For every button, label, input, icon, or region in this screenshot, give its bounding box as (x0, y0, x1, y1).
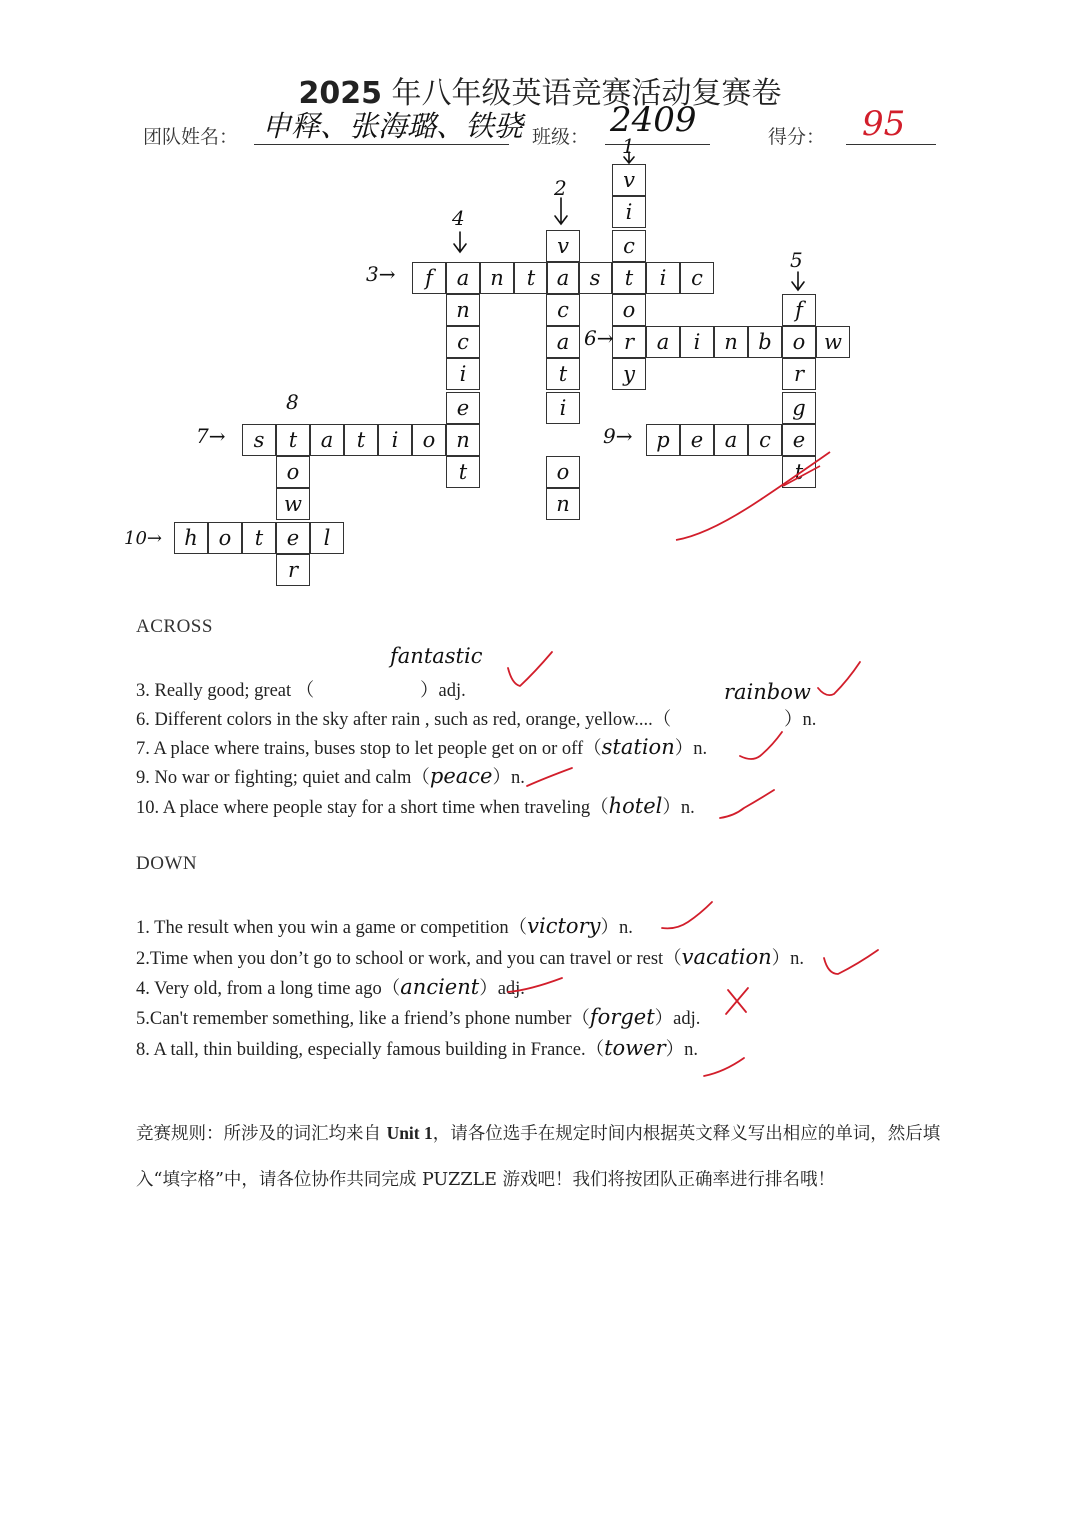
crossword-cell: r (612, 326, 646, 358)
cross-5-icon (726, 988, 748, 1014)
down-clue-8: 8. A tall, thin building, especially famous building in France.（tower）n. (136, 1036, 699, 1060)
across-suffix-6: ）n. (784, 710, 817, 730)
crossword-cell: a (646, 326, 680, 358)
check-8-icon (704, 1058, 744, 1076)
crossword-cell: n (446, 294, 480, 326)
crossword-cell: w (276, 488, 310, 520)
crossword-cell: c (446, 326, 480, 358)
crossword-cell: p (646, 424, 680, 456)
down-clue-1: 1. The result when you win a game or competition（victory）n. (136, 914, 633, 938)
across-suffix-3: ）adj. (420, 681, 466, 701)
crossword-cell: r (276, 554, 310, 586)
down-title: DOWN (136, 853, 198, 874)
down-clue-5: 5.Can't remember something, like a friend’s phone number（forget）adj. (136, 1005, 701, 1029)
crossword-cell: g (782, 392, 816, 424)
crossword-cell: f (412, 262, 446, 294)
check-3-icon (508, 652, 552, 686)
across-answer-6: rainbow (724, 680, 811, 704)
marker-10: 10→ (124, 528, 162, 549)
crossword-cell: o (276, 456, 310, 488)
crossword-cell: n (546, 488, 580, 520)
class-label: 班级： (532, 126, 590, 148)
crossword-cell: i (446, 358, 480, 390)
down-clue-4: 4. Very old, from a long time ago（ancient）adj. (136, 975, 525, 999)
crossword-cell: w (816, 326, 850, 358)
crossword-cell: i (646, 262, 680, 294)
crossword-cell: i (378, 424, 412, 456)
crossword-cell: i (546, 392, 580, 424)
crossword-cell: t (514, 262, 548, 294)
marker-8: 8 (286, 390, 299, 414)
check-10-icon (720, 790, 774, 818)
crossword-cell: e (680, 424, 714, 456)
marker-6: 6→ (584, 326, 614, 350)
crossword-cell: l (310, 522, 344, 554)
check-2-icon (824, 950, 878, 974)
marker-9: 9→ (603, 424, 633, 448)
class-value: 2409 (610, 100, 697, 140)
crossword-cell: n (446, 424, 480, 456)
across-clue-6: 6. Different colors in the sky after rain , such as red, orange, yellow....（ (136, 710, 672, 730)
marker-5: 5 (790, 248, 803, 272)
marker-3: 3→ (366, 262, 396, 286)
exam-title: 2025 年八年级英语竞赛活动复赛卷 (298, 76, 782, 111)
check-6-icon (818, 662, 860, 695)
crossword-cell: o (782, 326, 816, 358)
crossword-cell: b (748, 326, 782, 358)
crossword-cell: e (446, 392, 480, 424)
crossword-cell: v (612, 164, 646, 196)
across-clue-10: 10. A place where people stay for a short time when traveling（hotel）n. (136, 794, 695, 818)
crossword-cell: t (344, 424, 378, 456)
crossword-cell: a (446, 262, 480, 294)
crossword-cell: y (612, 358, 646, 390)
crossword-cell: t (242, 522, 276, 554)
check-9-icon (527, 768, 572, 786)
crossword-cell: e (782, 424, 816, 456)
crossword-cell: a (546, 262, 580, 294)
score-label: 得分： (768, 126, 826, 148)
crossword-cell: a (546, 326, 580, 358)
crossword-cell: v (546, 230, 580, 262)
check-4-icon (508, 978, 562, 992)
crossword-cell: s (578, 262, 612, 294)
crossword-cell: n (480, 262, 514, 294)
crossword-cell: a (714, 424, 748, 456)
crossword-cell: t (546, 358, 580, 390)
crossword-cell: h (174, 522, 208, 554)
crossword-cell: t (276, 424, 310, 456)
crossword-cell: c (680, 262, 714, 294)
crossword-cell: o (208, 522, 242, 554)
across-clue-3: 3. Really good; great （ (136, 681, 315, 701)
crossword-cell: s (242, 424, 276, 456)
across-answer-3: fantastic (390, 644, 483, 668)
crossword-cell: t (782, 456, 816, 488)
crossword-cell: a (310, 424, 344, 456)
team-name-label: 团队姓名： (143, 126, 239, 148)
crossword-cell: i (680, 326, 714, 358)
down-clue-2: 2.Time when you don’t go to school or work, and you can travel or rest（vacation）n. (136, 945, 805, 969)
score-value: 95 (862, 104, 906, 144)
crossword-cell: o (412, 424, 446, 456)
contest-rules: 竞赛规则：所涉及的词汇均来自 Unit 1，请各位选手在规定时间内根据英文释义写出相应的单词，然后填入“填字格”中，请各位协作共同完成 PUZZLE 游戏吧！我们将按团队正确率进行排名哦！ (136, 1123, 941, 1190)
marker-2: 2 (554, 176, 567, 200)
check-7-icon (740, 732, 782, 759)
across-title: ACROSS (136, 616, 213, 637)
across-clue-9: 9. No war or fighting; quiet and calm（peace）n. (136, 764, 525, 788)
team-name-value: 申释、张海璐、铁骁 (262, 109, 524, 143)
crossword-cell: t (446, 456, 480, 488)
crossword-cell: f (782, 294, 816, 326)
crossword-cell: e (276, 522, 310, 554)
marker-7: 7→ (196, 424, 226, 448)
crossword-cell: t (612, 262, 646, 294)
crossword-cell: c (748, 424, 782, 456)
marker-1: 1 (622, 134, 635, 158)
crossword-cell: c (612, 230, 646, 262)
crossword-cell: c (546, 294, 580, 326)
crossword-cell: o (612, 294, 646, 326)
crossword-cell: i (612, 196, 646, 228)
check-1-icon (662, 902, 712, 928)
marker-4: 4 (452, 206, 465, 230)
crossword-cell: r (782, 358, 816, 390)
crossword-cell: n (714, 326, 748, 358)
across-clue-7: 7. A place where trains, buses stop to let people get on or off（station）n. (136, 735, 708, 759)
crossword-cell: o (546, 456, 580, 488)
